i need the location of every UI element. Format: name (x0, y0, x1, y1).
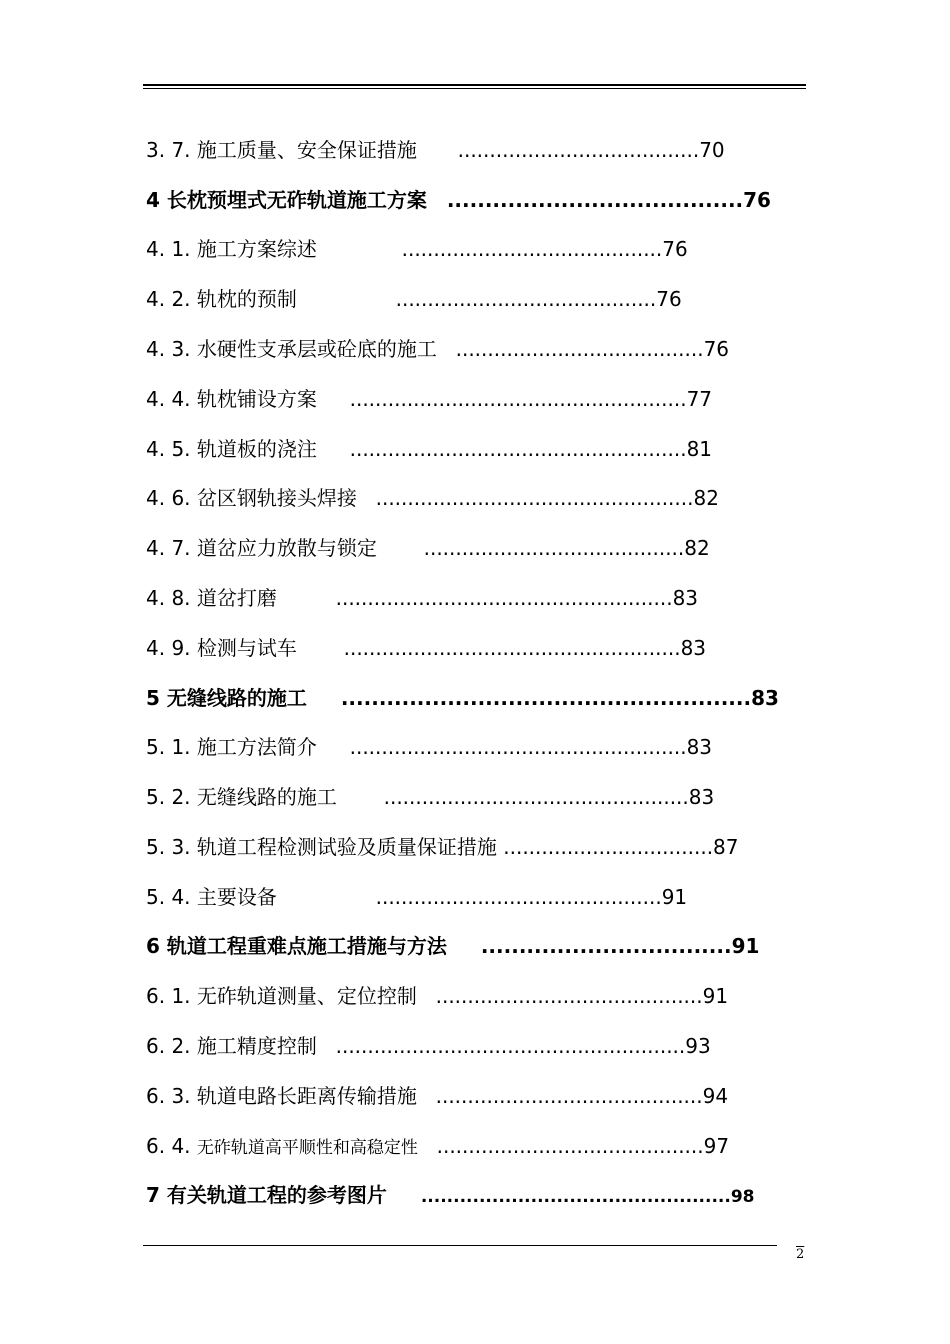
toc-entry-chapter[interactable] (146, 934, 759, 958)
toc-entry-number: 4. 5. (146, 437, 191, 461)
toc-entry-title: 施工质量、安全保证措施 (196, 138, 417, 162)
toc-entry-title: 施工精度控制 (196, 1034, 317, 1058)
toc-entry-number: 4. 3. (146, 337, 191, 361)
toc-entry[interactable] (146, 138, 725, 162)
toc-entry-page: 81 (686, 437, 713, 461)
toc-entry-chapter[interactable] (146, 188, 771, 212)
toc-leader-dots: .......................................... (436, 1134, 704, 1158)
toc-entry-page: 70 (699, 138, 725, 162)
toc-entry[interactable] (146, 536, 710, 560)
toc-leader-dots: ....................................................... (335, 1034, 686, 1058)
toc-entry-title: 无缝线路的施工 (166, 686, 307, 710)
toc-leader-dots: ....................................... (446, 188, 744, 212)
toc-leader-dots: ...................................... (457, 138, 700, 162)
toc-entry-page: 82 (684, 536, 710, 560)
toc-entry-number: 4. 7. (146, 536, 191, 560)
toc-entry-chapter[interactable] (146, 686, 779, 710)
toc-leader-dots: ....................................... (455, 337, 704, 361)
toc-leader-dots: ................................................ (383, 785, 689, 809)
toc-entry-number: 4 (146, 188, 160, 212)
toc-entry-page: 76 (656, 287, 682, 311)
toc-entry-number: 6. 1. (146, 984, 191, 1008)
toc-entry-title: 轨道工程检测试验及质量保证措施 (196, 835, 497, 859)
toc-entry-number: 5. 1. (146, 735, 191, 759)
toc-leader-dots: ..................................................... (349, 387, 687, 411)
toc-entry[interactable] (146, 1084, 728, 1108)
toc-leader-dots: ................................................ (420, 1187, 731, 1207)
toc-entry-title: 道岔应力放散与锁定 (196, 536, 377, 560)
toc-entry-page: 91 (702, 984, 729, 1008)
toc-entry-page: 83 (680, 636, 707, 660)
toc-entry[interactable] (146, 636, 706, 660)
toc-entry-page: 76 (703, 337, 730, 361)
toc-entry-title: 无砟轨道测量、定位控制 (196, 984, 417, 1008)
toc-entry-number: 3. 7. (146, 138, 191, 162)
toc-entry-page: 97 (703, 1134, 730, 1158)
toc-entry-title: 轨道工程重难点施工措施与方法 (166, 934, 447, 958)
toc-entry-page: 83 (751, 686, 779, 710)
toc-entry[interactable] (146, 984, 728, 1008)
toc-entry-number: 5. 3. (146, 835, 191, 859)
toc-entry[interactable] (146, 437, 712, 461)
toc-entry-number: 6. 2. (146, 1034, 191, 1058)
toc-entry[interactable] (146, 1134, 729, 1158)
toc-entry-number: 4. 1. (146, 237, 191, 261)
toc-entry[interactable] (146, 1034, 711, 1058)
toc-entry-page: 77 (686, 387, 713, 411)
footer-rule (143, 1245, 777, 1246)
toc-entry-number: 6. 4. (146, 1134, 191, 1158)
toc-entry-number: 5 (146, 686, 160, 710)
toc-entry-title: 主要设备 (196, 885, 277, 909)
toc-entry[interactable] (146, 337, 729, 361)
toc-entry-number: 5. 2. (146, 785, 191, 809)
toc-leader-dots: .................................................. (375, 486, 694, 510)
toc-entry-page: 93 (685, 1034, 711, 1058)
toc-entry-page: 83 (688, 785, 715, 809)
toc-entry-page: 98 (730, 1187, 755, 1207)
toc-leader-dots: ......................................... (395, 287, 657, 311)
toc-entry-number: 6 (146, 934, 160, 958)
toc-entry[interactable] (146, 387, 712, 411)
page-number: 2 (796, 1247, 805, 1262)
toc-leader-dots: ..................................................... (349, 735, 687, 759)
toc-entry[interactable] (146, 586, 698, 610)
toc-leader-dots: ..................................................... (349, 437, 687, 461)
toc-leader-dots: ......................................... (423, 536, 685, 560)
toc-leader-dots: .......................................... (435, 1084, 703, 1108)
toc-entry[interactable] (146, 835, 739, 859)
toc-entry[interactable] (146, 785, 714, 809)
toc-entry-page: 82 (693, 486, 719, 510)
toc-entry-page: 76 (743, 188, 771, 212)
toc-entry-title: 水硬性支承层或砼底的施工 (196, 337, 437, 361)
toc-entry-title: 轨枕的预制 (196, 287, 297, 311)
toc-entry-number: 6. 3. (146, 1084, 191, 1108)
toc-entry[interactable] (146, 287, 682, 311)
toc-entry-title: 轨枕铺设方案 (196, 387, 317, 411)
toc-leader-dots: .......................................... (435, 984, 703, 1008)
toc-entry-number: 7 (146, 1183, 160, 1207)
toc-entry[interactable] (146, 735, 712, 759)
toc-leader-dots: ...................................................... (340, 686, 752, 710)
toc-entry-page: 91 (661, 885, 688, 909)
toc-leader-dots: ..................................................... (343, 636, 681, 660)
toc-entry-title: 有关轨道工程的参考图片 (166, 1183, 387, 1207)
toc-entry-title: 无缝线路的施工 (196, 785, 337, 809)
toc-entry-title: 道岔打磨 (196, 586, 277, 610)
toc-entry-title: 施工方案综述 (196, 237, 317, 261)
toc-entry-number: 4. 8. (146, 586, 191, 610)
toc-entry-page: 91 (731, 934, 760, 958)
toc-entry-title: 长枕预埋式无砟轨道施工方案 (166, 188, 427, 212)
toc-leader-dots: ................................. (480, 934, 732, 958)
toc-entry-title: 无砟轨道高平顺性和高稳定性 (196, 1138, 418, 1158)
toc-entry-page: 94 (702, 1084, 729, 1108)
toc-entry-title: 岔区钢轨接头焊接 (196, 486, 357, 510)
toc-entry[interactable] (146, 237, 688, 261)
toc-entry-page: 76 (662, 237, 688, 261)
toc-entry-number: 4. 2. (146, 287, 191, 311)
toc-leader-dots: ................................. (503, 835, 714, 859)
toc-entry-page: 87 (713, 835, 739, 859)
toc-entry-number: 4. 6. (146, 486, 191, 510)
toc-entry-page: 83 (672, 586, 699, 610)
toc-entry-title: 轨道板的浇注 (196, 437, 317, 461)
toc-leader-dots: ......................................... (401, 237, 663, 261)
toc-entry-number: 4. 9. (146, 636, 191, 660)
toc-entry-number: 4. 4. (146, 387, 191, 411)
toc-entry[interactable] (146, 885, 687, 909)
toc-leader-dots: ..................................................... (335, 586, 673, 610)
toc-entry-chapter[interactable] (146, 1183, 754, 1207)
toc-entry[interactable] (146, 486, 719, 510)
toc-entry-title: 轨道电路长距离传输措施 (196, 1084, 417, 1108)
toc-entry-number: 5. 4. (146, 885, 191, 909)
toc-entry-page: 83 (686, 735, 713, 759)
toc-entry-title: 检测与试车 (196, 636, 297, 660)
toc-entry-title: 施工方法简介 (196, 735, 317, 759)
toc-leader-dots: ............................................. (375, 885, 662, 909)
